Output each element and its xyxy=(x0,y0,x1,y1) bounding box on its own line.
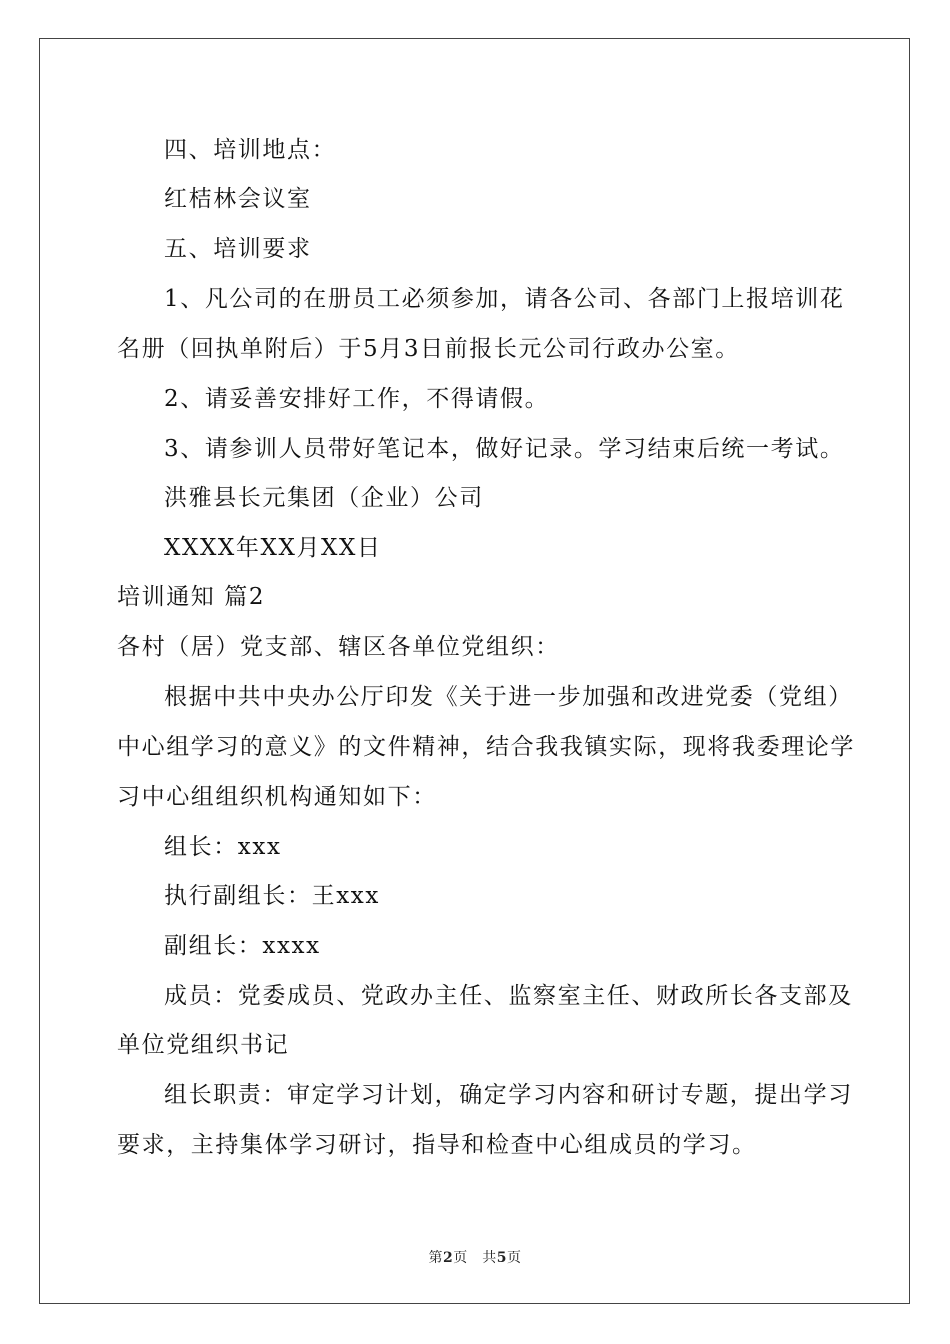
group-leader: 组长：xxx xyxy=(164,834,282,860)
deputy-leader: 副组长：xxxx xyxy=(164,933,321,959)
footer-prefix: 第 xyxy=(428,1250,443,1266)
paragraph-intro-cont-1: 中心组学习的意义》的文件精神，结合我我镇实际，现将我委理论学 xyxy=(117,734,855,760)
executive-deputy-leader: 执行副组长：王xxx xyxy=(164,883,380,909)
addressee: 各村（居）党支部、辖区各单位党组织： xyxy=(117,634,560,660)
paragraph-requirement-3: 3、请参训人员带好笔记本，做好记录。学习结束后统一考试。 xyxy=(164,436,845,462)
paragraph-intro: 根据中共中央办公厅印发《关于进一步加强和改进党委（党组） xyxy=(164,684,853,710)
page-border xyxy=(39,38,910,1304)
notice-title: 培训通知 篇2 xyxy=(117,584,266,610)
members: 成员：党委成员、党政办主任、监察室主任、财政所长各支部及 xyxy=(164,983,853,1009)
paragraph-location: 红桔林会议室 xyxy=(164,186,312,212)
footer-middle: 页 共 xyxy=(453,1250,497,1266)
paragraph-requirement-1: 1、凡公司的在册员工必须参加，请各公司、各部门上报培训花 xyxy=(164,286,845,312)
paragraph-intro-cont-2: 习中心组组织机构通知如下： xyxy=(117,784,437,810)
members-cont: 单位党组织书记 xyxy=(117,1032,290,1058)
issuer-name: 洪雅县长元集团（企业）公司 xyxy=(164,485,484,511)
leader-duties-cont: 要求，主持集体学习研讨，指导和检查中心组成员的学习。 xyxy=(117,1132,757,1158)
current-page-number: 2 xyxy=(443,1250,454,1266)
issue-date: XXXX年XX月XX日 xyxy=(164,535,382,561)
paragraph-requirement-1-cont: 名册（回执单附后）于5月3日前报长元公司行政办公室。 xyxy=(117,336,740,362)
total-page-number: 5 xyxy=(496,1250,507,1266)
paragraph-requirement-2: 2、请妥善安排好工作，不得请假。 xyxy=(164,386,550,412)
page-footer xyxy=(0,1247,950,1267)
section-heading-location: 四、培训地点： xyxy=(164,137,337,163)
leader-duties: 组长职责：审定学习计划，确定学习内容和研讨专题，提出学习 xyxy=(164,1082,853,1108)
section-heading-requirements: 五、培训要求 xyxy=(164,236,312,262)
footer-suffix: 页 xyxy=(507,1250,522,1266)
